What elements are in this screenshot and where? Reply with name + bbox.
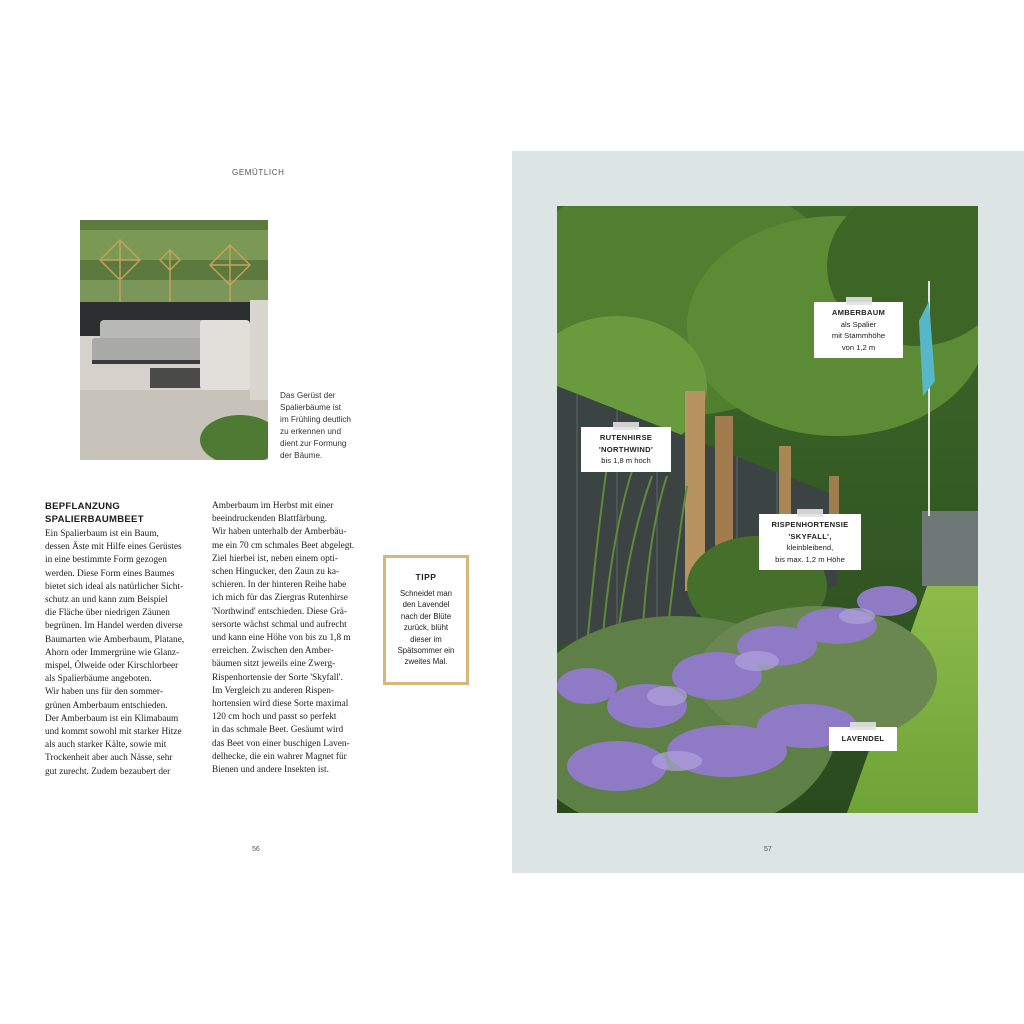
text-line: und kommt sowohl mit starker Hitze: [45, 727, 182, 738]
text-line: zurück, blüht: [403, 623, 449, 633]
text-line: Ein Spalierbaum ist ein Baum,: [45, 529, 159, 539]
label-line: bis max. 1,2 m Höhe: [775, 554, 845, 564]
text-line: Rispenhortensie der Sorte 'Skyfall'.: [212, 672, 343, 683]
text-line: Trockenheit aber auch Nässe, sehr: [45, 753, 173, 764]
label-rispenhortensie: [759, 514, 861, 570]
section-heading: [45, 500, 205, 526]
tip-box: [383, 555, 469, 685]
heading-line: SPALIERBAUMBEET: [45, 514, 144, 525]
patio-photo: [80, 220, 268, 460]
text-line: grünen Amberbaum entschieden.: [45, 700, 168, 711]
label-line: mit Stammhöhe: [831, 331, 886, 340]
label-line: als Spalier: [840, 319, 877, 329]
text-line: begrünen. Im Handel werden diverse: [45, 621, 183, 632]
text-line: delhecke, die ein wahrer Magnet für: [212, 751, 347, 762]
text-line: ich mich für das Ziergras Rutenhirse: [212, 593, 348, 604]
caption-line: der Bäume.: [280, 451, 323, 460]
tape-strip: [846, 297, 872, 305]
text-line: den Lavendel: [402, 600, 450, 610]
page-number-left: 56: [252, 846, 260, 853]
text-line: schen Hingucker, den Zaun zu ka-: [212, 567, 340, 578]
text-line: 'Northwind' entschieden. Diese Grä-: [212, 606, 348, 617]
text-line: hortensien wird diese Sorte maximal: [212, 699, 349, 710]
text-line: werden. Diese Form eines Baumes: [45, 568, 175, 579]
text-line: bietet sich ideal als natürlicher Sicht-: [45, 581, 184, 592]
patio-illustration: [80, 220, 268, 460]
text-line: gut zurecht. Zudem bezaubert der: [45, 766, 171, 777]
text-line: Schneidet man: [399, 589, 452, 598]
text-line: in eine bestimmte Form gezogen: [45, 555, 167, 566]
text-line: Bienen und andere Insekten ist.: [212, 765, 329, 776]
photo-caption: [280, 390, 366, 462]
garden-photo: [557, 206, 978, 813]
text-line: schutz an und kann zum Beispiel: [45, 595, 168, 606]
text-line: Ahorn oder Immergrüne wie Glanz-: [45, 647, 180, 658]
text-line: als Spalierbäume angeboten.: [45, 674, 152, 685]
caption-line: dient zur Formung: [280, 439, 347, 448]
caption-line: zu erkennen und: [280, 427, 341, 436]
text-line: nach der Blüte: [400, 611, 452, 621]
text-line: als auch starker Kälte, sowie mit: [45, 740, 167, 751]
text-line: me ein 70 cm schmales Beet abgelegt.: [212, 540, 355, 551]
text-line: Im Vergleich zu anderen Rispen-: [212, 685, 335, 696]
text-line: Ziel hierbei ist, neben einem opti-: [212, 553, 338, 564]
label-title: 'SKYFALL',: [788, 531, 832, 541]
label-title: 'NORTHWIND': [598, 444, 654, 454]
label-amberbaum: [814, 302, 903, 358]
text-line: zweites Mal.: [404, 657, 448, 667]
tape-strip: [850, 722, 876, 730]
page-number-right: 57: [764, 846, 772, 853]
text-line: beeindruckenden Blattfärbung.: [212, 514, 328, 525]
text-column-2: [212, 500, 372, 777]
text-line: sersorte wächst schmal und aufrecht: [212, 619, 347, 630]
column-1-body: [45, 528, 205, 779]
label-title: RUTENHIRSE: [599, 433, 653, 442]
text-line: dessen Äste mit Hilfe eines Gerüstes: [45, 542, 182, 553]
text-line: schieren. In der hinteren Reihe habe: [212, 580, 347, 591]
label-title: AMBERBAUM: [831, 308, 886, 317]
text-line: Spätsommer ein: [397, 646, 455, 656]
garden-illustration: [557, 206, 978, 813]
tape-strip: [613, 422, 639, 430]
caption-line: Das Gerüst der: [280, 391, 336, 400]
label-rutenhirse: [581, 427, 671, 472]
tip-text: [386, 588, 466, 668]
text-line: und kann eine Höhe von bis zu 1,8 m: [212, 633, 351, 644]
text-line: bäumen sitzt jeweils eine Zwerg-: [212, 659, 336, 670]
column-2-body: [212, 500, 372, 777]
text-line: erreichen. Zwischen den Amber-: [212, 646, 334, 657]
label-line: bis 1,8 m hoch: [601, 456, 651, 465]
heading-line: BEPFLANZUNG: [45, 501, 121, 512]
tape-strip: [797, 509, 823, 517]
text-line: 120 cm hoch und passt so perfekt: [212, 712, 337, 723]
text-line: Wir haben uns für den sommer-: [45, 687, 163, 698]
text-line: mispel, Ölweide oder Kirschlorbeer: [45, 661, 179, 672]
text-line: das Beet von einer buschigen Laven-: [212, 738, 350, 749]
text-line: Baumarten wie Amberbaum, Platane,: [45, 634, 185, 645]
text-line: Wir haben unterhalb der Amberbäu-: [212, 527, 347, 538]
text-line: die Fläche über niedrigen Zäunen: [45, 608, 170, 619]
text-line: Amberbaum im Herbst mit einer: [212, 501, 334, 511]
text-line: Der Amberbaum ist ein Klimabaum: [45, 713, 179, 724]
caption-line: Spalierbäume ist: [280, 403, 341, 412]
label-lavendel: [829, 727, 897, 751]
tip-title: TIPP: [415, 572, 437, 582]
label-line: kleinbleibend,: [786, 543, 834, 552]
label-title: LAVENDEL: [841, 734, 885, 743]
caption-line: im Frühling deutlich: [280, 415, 351, 424]
label-line: von 1,2 m: [841, 342, 876, 352]
text-line: in das schmale Beet. Gesäumt wird: [212, 725, 344, 736]
running-header: GEMÜTLICH: [232, 168, 285, 177]
text-column-1: [45, 500, 205, 779]
label-title: RISPENHORTENSIE: [771, 520, 849, 529]
text-line: dieser im: [410, 634, 442, 644]
